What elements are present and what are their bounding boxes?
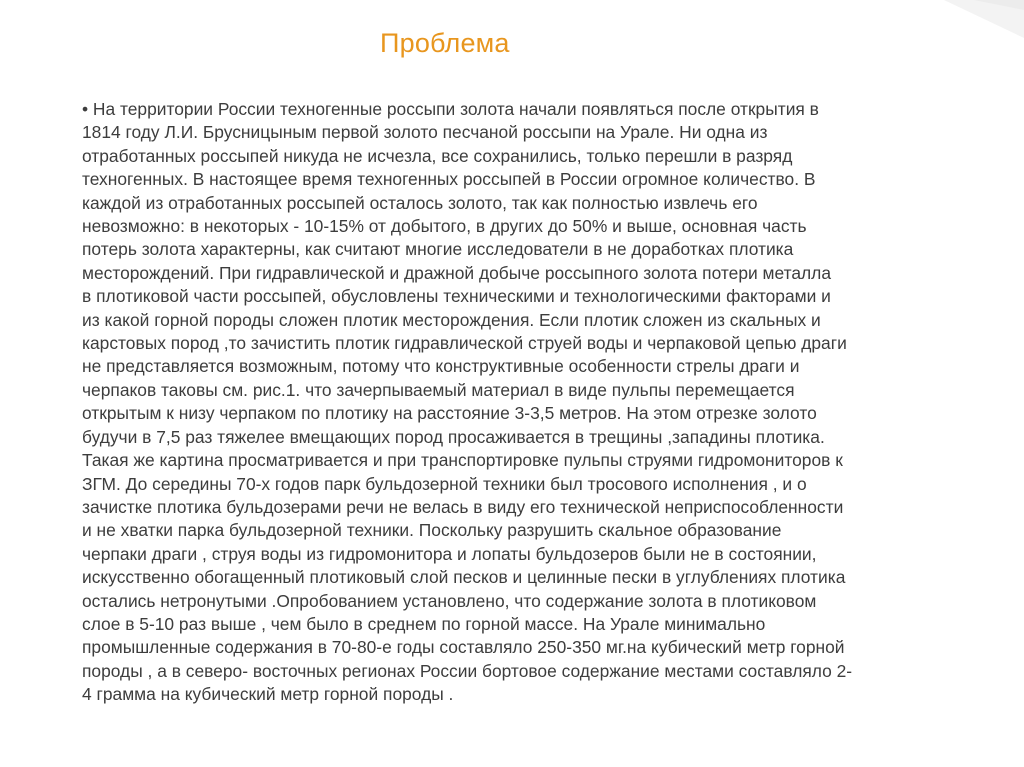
slide-title: Проблема — [380, 28, 510, 58]
paragraph-line: промышленные содержания в 70-80-е годы составляло 250-350 мг.на кубический метр горной — [82, 637, 845, 658]
paragraph-line: месторождений. При гидравлической и дражной добыче россыпного золота потери металла — [82, 262, 832, 283]
paragraph-line: черпаков таковы см. рис.1. что зачерпываемый материал в виде пульпы перемещается — [82, 379, 795, 400]
paragraph-line: 1814 году Л.И. Брусницыным первой золото песчаной россыпи на Урале. Ни одна из — [82, 122, 768, 143]
corner-decoration — [934, 0, 1024, 60]
paragraph-line: будучи в 7,5 раз тяжелее вмещающих пород просаживается в трещины ,западины плотика. — [82, 426, 825, 447]
paragraph-line: каждой из отработанных россыпей осталось золото, так как полностью извлечь его — [82, 192, 758, 213]
paragraph-line: потерь золота характерны, как считают многие исследователи в не доработках плотика — [82, 239, 794, 260]
paragraph-line: и не хватки парка бульдозерной техники. Поскольку разрушить скальное образование — [82, 520, 782, 541]
paragraph-line: черпаки драги , струя воды из гидромонитора и лопаты бульдозеров были не в состоянии, — [82, 543, 817, 564]
paragraph-line: открытым к низу черпаком по плотику на расстояние 3-3,5 метров. На этом отрезке золото — [82, 403, 817, 424]
paragraph-line: 4 грамма на кубический метр горной породы . — [82, 684, 454, 705]
paragraph-line: слое в 5-10 раз выше , чем было в среднем по горной массе. На Урале минимально — [82, 613, 766, 634]
paragraph-line: в плотиковой части россыпей, обусловлены техническими и технологическими факторами и — [82, 286, 831, 307]
paragraph-line: остались нетронутыми .Опробованием установлено, что содержание золота в плотиковом — [82, 590, 817, 611]
body-paragraph — [82, 98, 962, 707]
paragraph-line: ЗГМ. До середины 70-х годов парк бульдозерной техники был тросового исполнения , и о — [82, 473, 807, 494]
paragraph-line: техногенных. В настоящее время техногенных россыпей в России огромное количество. В — [82, 169, 816, 190]
paragraph-line: породы , а в северо- восточных регионах России бортовое содержание местами составляло 2- — [82, 660, 853, 681]
paragraph-line: карстовых пород ,то зачистить плотик гидравлической струей воды и черпаковой цепью драги — [82, 333, 847, 354]
paragraph-line: Такая же картина просматривается и при транспортировке пульпы струями гидромониторов к — [82, 450, 843, 471]
paragraph-line: невозможно: в некоторых - 10-15% от добытого, в других до 50% и выше, основная часть — [82, 216, 807, 237]
paragraph-line: зачистке плотика бульдозерами речи не велась в виду его технической неприспособленности — [82, 496, 844, 517]
paragraph-line: не представляется возможным, потому что конструктивные особенности стрелы драги и — [82, 356, 800, 377]
paragraph-line: из какой горной породы сложен плотик месторождения. Если плотик сложен из скальных и — [82, 309, 821, 330]
paragraph-line: искусственно обогащенный плотиковый слой песков и целинные пески в углублениях плотика — [82, 567, 846, 588]
paragraph-line: • На территории России техногенные россыпи золота начали появляться после открытия в — [82, 99, 819, 119]
paragraph-line: отработанных россыпей никуда не исчезла, все сохранились, только перешли в разряд — [82, 145, 793, 166]
